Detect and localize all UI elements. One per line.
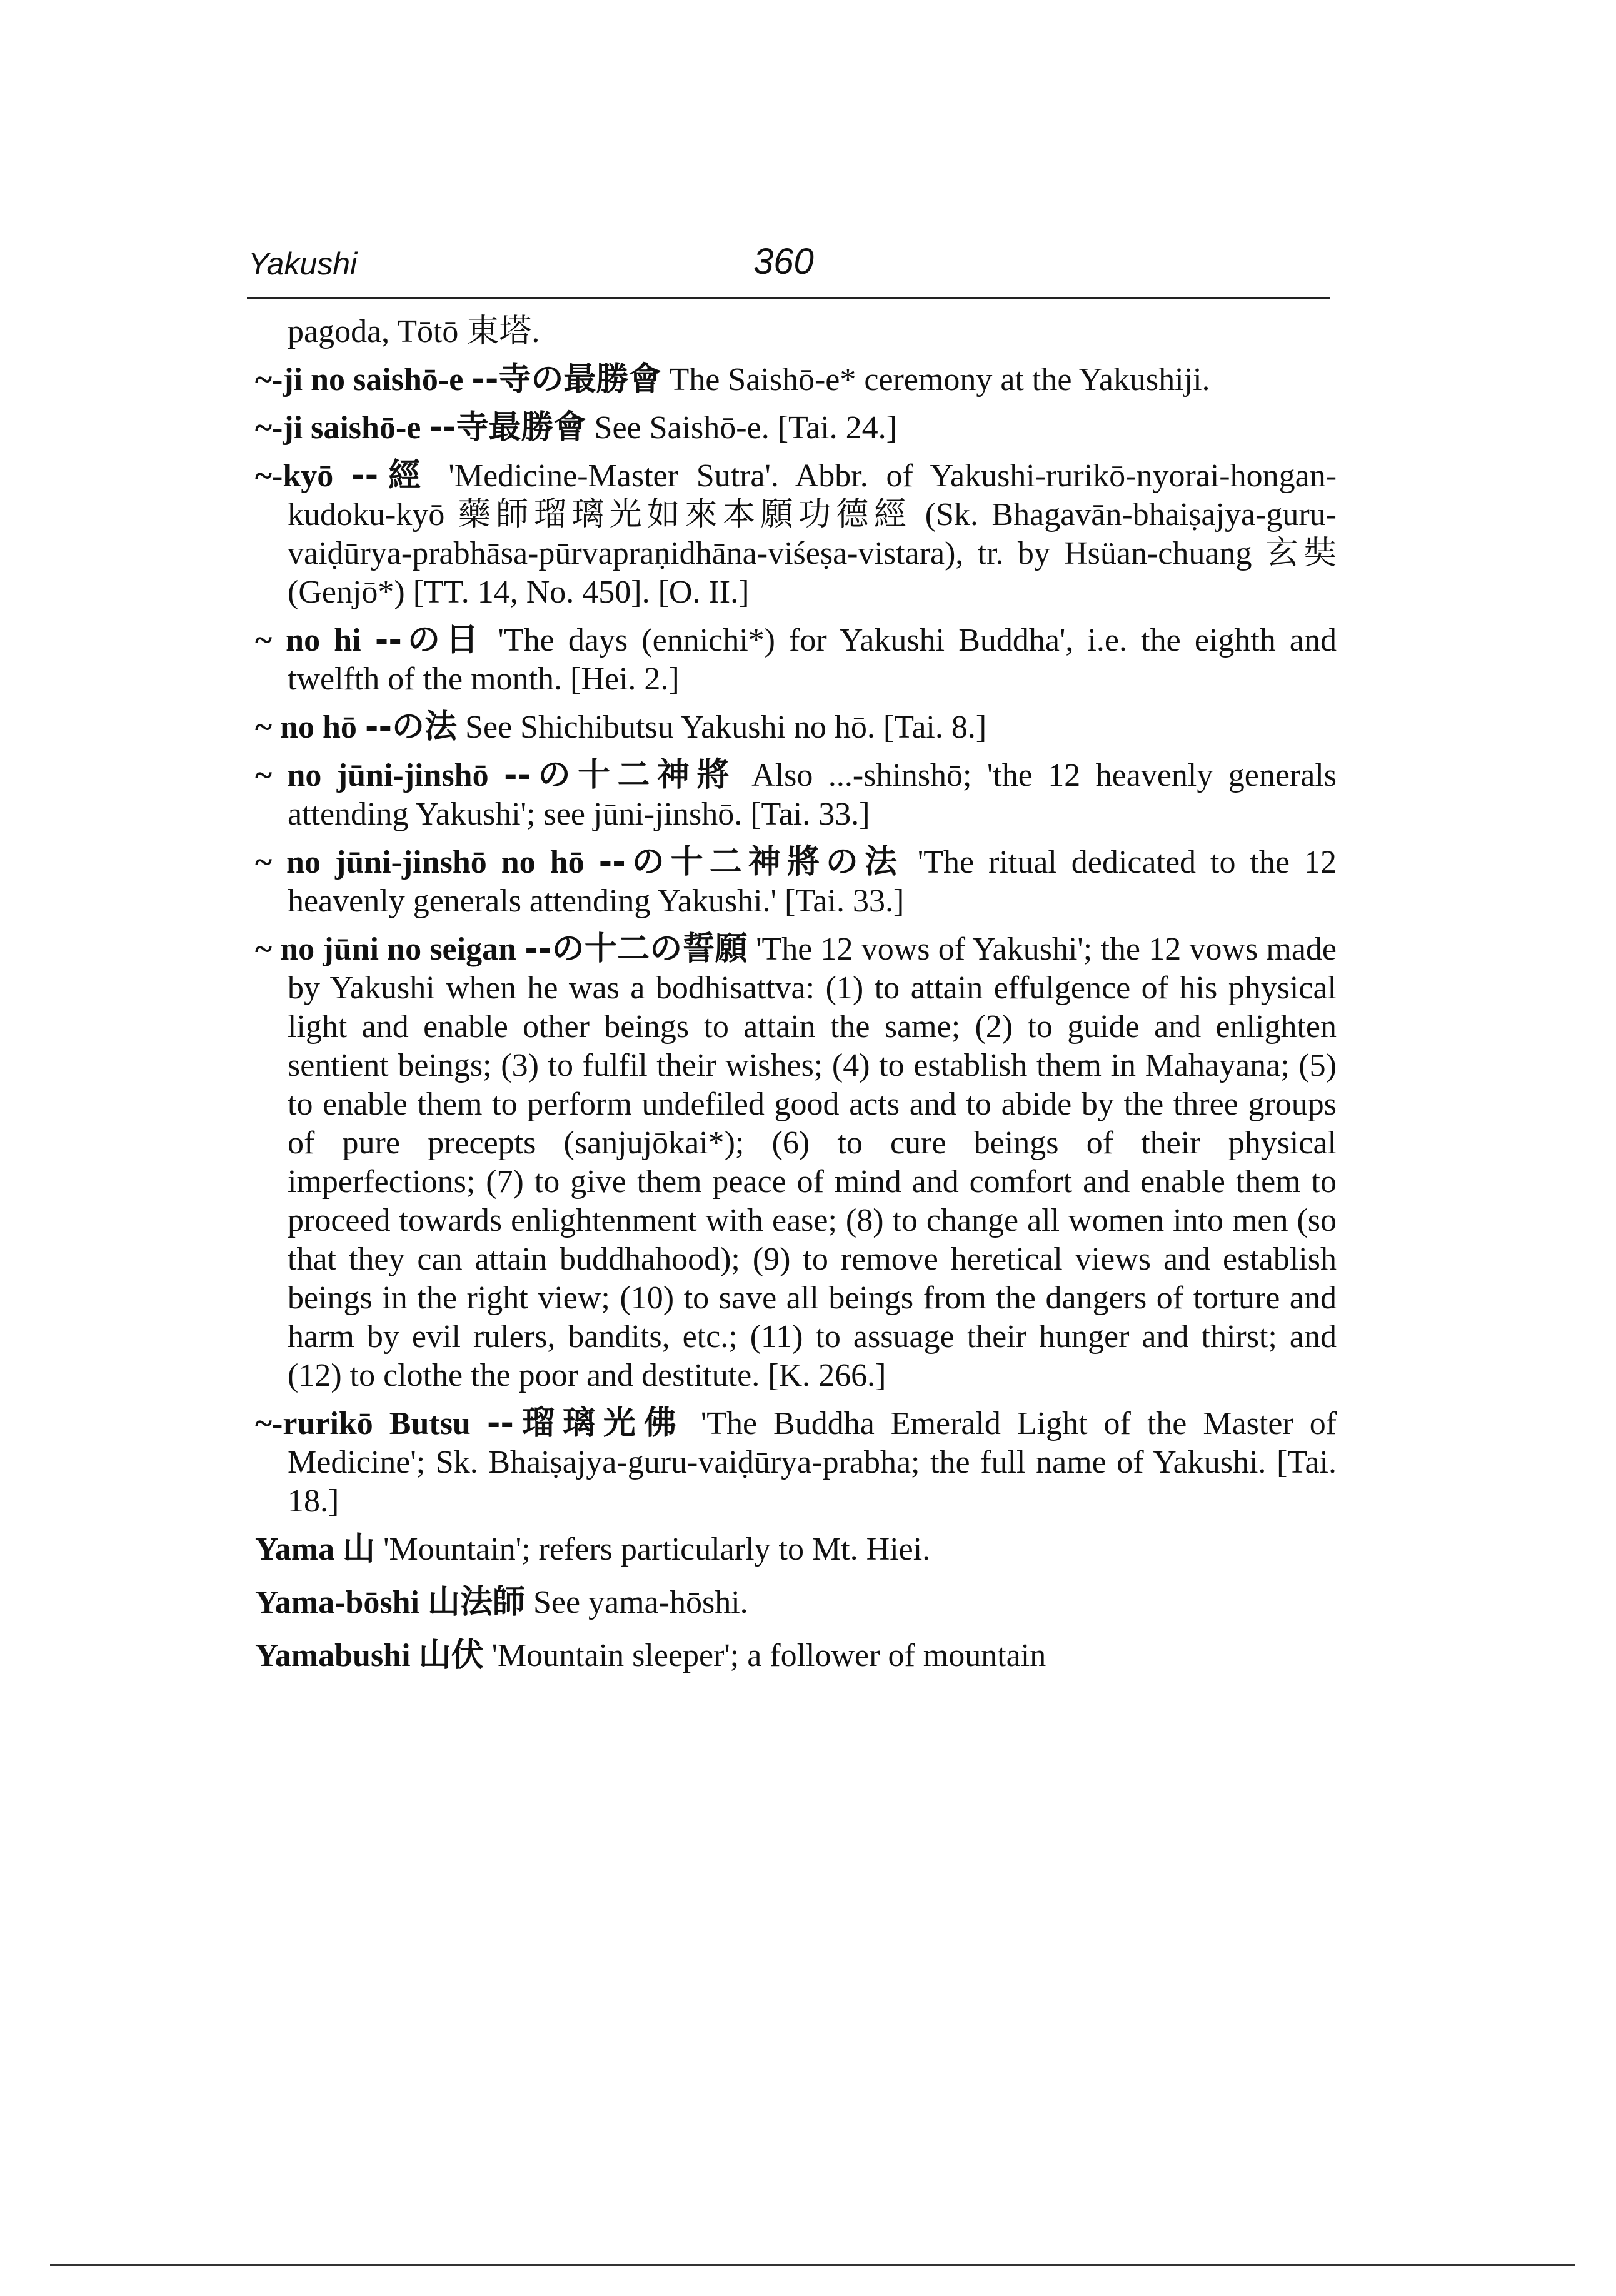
entry-text: 'The ritual dedicated to the 12 heavenly generals attending Yakushi.' [Tai. 33.] (288, 845, 1337, 919)
entry-kanji: --瑠璃光佛 (486, 1405, 685, 1442)
entry-kanji: --寺最勝會 (429, 409, 586, 446)
subentry (255, 456, 1337, 612)
subentry (255, 843, 1337, 921)
entry-text: See yama-hōshi. (533, 1585, 748, 1620)
subentry (255, 708, 1337, 747)
subentry (255, 1404, 1337, 1521)
entry-text: 'Mountain'; refers particularly to Mt. Hiei. (383, 1532, 931, 1567)
footer-rule (50, 2264, 1575, 2266)
entry-headword: ~ no hi (255, 623, 361, 658)
entry-text: 'Mountain sleeper'; a follower of mountain (491, 1638, 1046, 1673)
subentry (255, 621, 1337, 699)
entry-text: Also ...-shinshō; 'the 12 heavenly generals attending Yakushi'; see jūni-jinshō. [Tai. 33.] (288, 758, 1337, 832)
entry-kanji: --の十二の誓願 (524, 930, 748, 968)
entry-text: See Saishō-e. [Tai. 24.] (594, 410, 897, 446)
entry-text: pagoda, Tōtō 東塔. (288, 314, 540, 349)
entry-kanji: --の日 (374, 621, 484, 659)
entry-continuation (255, 313, 1337, 351)
entry-kanji: 山 (343, 1530, 376, 1568)
page-header (247, 241, 1330, 299)
entry-headword: ~ no jūni-jinshō no hō (255, 845, 585, 880)
main-entry (255, 1636, 1337, 1675)
main-entry (255, 1583, 1337, 1622)
entry-kanji: --經 (351, 457, 431, 494)
entry-kanji: 山法師 (427, 1583, 525, 1621)
entry-headword: ~-rurikō Butsu (255, 1406, 471, 1441)
entry-headword: ~-ji saishō-e (255, 410, 421, 446)
entry-text: 'The 12 vows of Yakushi'; the 12 vows made by Yakushi when he was a bodhisattva: (1) to attain effulgence of his physical light and enable other beings to attain the same; (2) to guide and enlighten sentient beings; (3) to fulfil their wishes; (4) to establish them in Mahayana; (5) to enable them to perform undefiled good acts and to abide by the three groups of pure precepts (sanjujōkai*); (6) to cure beings of their physical imperfections; (7) to give them peace of mind and comfort and enable them to proceed towards enlightenment with ease; (8) to change all women into men (so that they can attain buddhahood); (9) to remove heretical views and establish beings in the right view; (10) to save all beings from the dangers of torture and harm by evil rulers, bandits, etc.; (11) to assuage their hunger and thirst; and (12) to clothe the poor and destitute. [K. 266.] (288, 931, 1337, 1393)
dictionary-text (255, 313, 1337, 1689)
entry-headword: ~-ji no saishō-e (255, 362, 464, 398)
entry-text: 'The Buddha Emerald Light of the Master of Medicine'; Sk. Bhaiṣajya-guru-vaiḍūrya-prabha; the full name of Yakushi. [Tai. 18.] (288, 1406, 1337, 1519)
page-number: 360 (753, 241, 814, 282)
entry-kanji: --寺の最勝會 (471, 361, 661, 398)
subentry (255, 408, 1337, 448)
entry-kanji: --の十二神將 (504, 756, 736, 794)
entry-kanji: --の法 (364, 708, 458, 746)
entry-headword: ~-kyō (255, 458, 334, 494)
running-head: Yakushi (248, 246, 358, 281)
entry-text: 'Medicine-Master Sutra'. Abbr. of Yakushi-rurikō-nyorai-hongan-kudoku-kyō 藥師瑠璃光如來本願功德經 (Sk. Bhagavān-bhaiṣajya-guru-vaiḍūrya-prabhāsa-pūrvapraṇidhāna-viśeṣa-vistara), tr. by Hsüan-chuang 玄奘 (Genjō*) [TT. 14, No. 450]. [O. II.] (288, 458, 1337, 610)
entry-kanji: 山伏 (418, 1637, 484, 1674)
main-entry (255, 1530, 1337, 1569)
entry-headword: ~ no jūni-jinshō (255, 758, 489, 793)
entry-kanji: --の十二神將の法 (598, 843, 903, 881)
entry-headword: ~ no hō (255, 709, 357, 745)
entry-text: The Saishō-e* ceremony at the Yakushiji. (669, 362, 1210, 398)
subentry (255, 930, 1337, 1395)
entry-text: See Shichibutsu Yakushi no hō. [Tai. 8.] (465, 709, 987, 745)
entry-headword: Yama (255, 1532, 335, 1567)
entry-text: 'The days (ennichi*) for Yakushi Buddha', i.e. the eighth and twelfth of the month. [Hei. 2.] (288, 623, 1337, 697)
subentry (255, 756, 1337, 834)
entry-headword: Yamabushi (255, 1638, 411, 1673)
subentry (255, 360, 1337, 399)
entry-headword: ~ no jūni no seigan (255, 931, 517, 967)
entry-headword: Yama-bōshi (255, 1585, 419, 1620)
